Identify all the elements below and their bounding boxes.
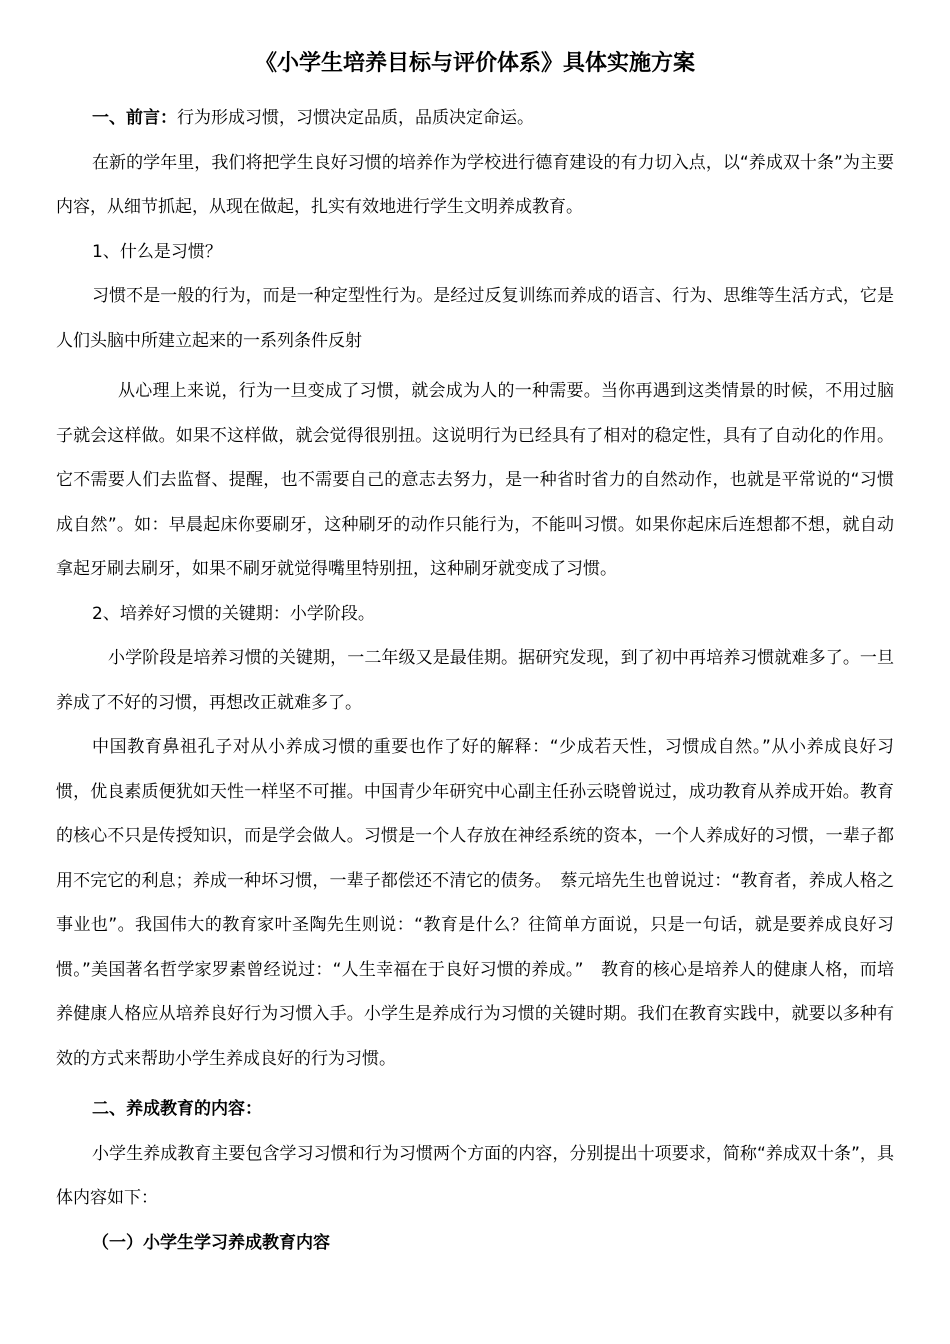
question-what-is-habit: 1、什么是习惯？ <box>92 241 222 262</box>
key-period-paragraph: 小学阶段是培养习惯的关键期，一二年级又是最佳期。据研究发现，到了初中再培养习惯就难多了。一旦养成了不好的习惯，再想改正就难多了。 <box>56 648 894 713</box>
preface-paragraph <box>56 96 894 141</box>
preface-text: 行为形成习惯，习惯决定品质，品质决定命运。 <box>177 108 534 128</box>
preface-label: 一、前言： <box>92 108 177 128</box>
section-2-paragraph: 小学生养成教育主要包含学习习惯和行为习惯两个方面的内容，分别提出十项要求，简称“养成双十条”，具体内容如下： <box>56 1143 894 1208</box>
psychology-paragraph: 从心理上来说，行为一旦变成了习惯，就会成为人的一种需要。当你再遇到这类情景的时候，不用过脑子就会这样做。如果不这样做，就会觉得很别扭。这说明行为已经具有了相对的稳定性，具有了自动化的作用。它不需要人们去监督、提醒，也不需要自己的意志去努力，是一种省时省力的自然动作，也就是平常说的“习惯成自然”。如：早晨起床你要刷牙，这种刷牙的动作只能行为，不能叫习惯。如果你起床后连想都不想，就自动拿起牙刷去刷牙，如果不刷牙就觉得嘴里特别扭，这种刷牙就变成了习惯。 <box>56 381 894 579</box>
quotes-paragraph: 中国教育鼻祖孔子对从小养成习惯的重要也作了好的解释：“少成若天性，习惯成自然。”从小养成良好习惯，优良素质便犹如天性一样坚不可摧。中国青少年研究中心副主任孙云晓曾说过，成功教育从养成开始。教育的核心不只是传授知识，而是学会做人。习惯是一个人存放在神经系统的资本，一个人养成好的习惯，一辈子都用不完它的利息；养成一种坏习惯，一辈子都偿还不清它的债务。 蔡元培先生也曾说过：“教育者，养成人格之事业也”。我国伟大的教育家叶圣陶先生则说：“教育是什么？往简单方面说，只是一句话，就是要养成良好习惯。”美国著名哲学家罗素曾经说过：“人生幸福在于良好习惯的养成。” 教育的核心是培养人的健康人格，而培养健康人格应从培养良好行为习惯入手。小学生是养成行为习惯的关键时期。我们在教育实践中，就要以多种有效的方式来帮助小学生养成良好的行为习惯。 <box>56 737 894 1069</box>
habit-definition-paragraph: 习惯不是一般的行为，而是一种定型性行为。是经过反复训练而养成的语言、行为、思维等生活方式，它是人们头脑中所建立起来的一系列条件反射 <box>56 286 894 351</box>
document-title: 《小学生培养目标与评价体系》具体实施方案 <box>254 51 695 76</box>
subsection-1-heading: （一）小学生学习养成教育内容 <box>92 1232 330 1253</box>
section-2-heading: 二、养成教育的内容： <box>92 1099 262 1119</box>
question-key-period: 2、培养好习惯的关键期：小学阶段。 <box>92 603 375 624</box>
intro-paragraph: 在新的学年里，我们将把学生良好习惯的培养作为学校进行德育建设的有力切入点，以“养成双十条”为主要内容，从细节抓起，从现在做起，扎实有效地进行学生文明养成教育。 <box>56 152 894 217</box>
